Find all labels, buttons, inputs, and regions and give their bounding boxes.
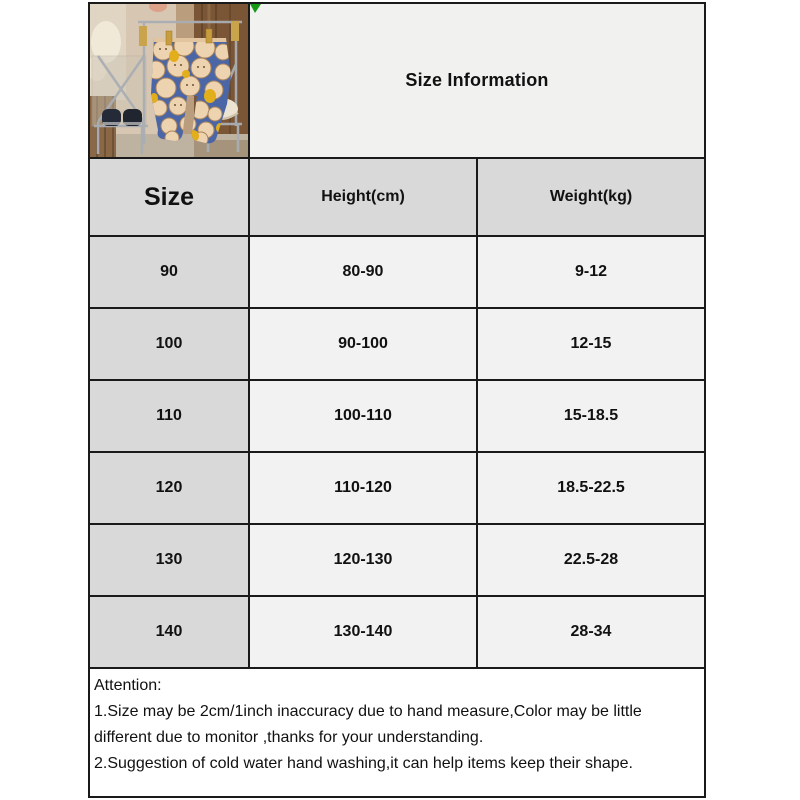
product-photo-illustration	[90, 4, 248, 157]
size-table	[88, 2, 706, 798]
attention-line: different due to monitor ,thanks for your understanding.	[94, 729, 484, 746]
attention-line: 2.Suggestion of cold water hand washing,it can help items keep their shape.	[94, 755, 633, 772]
attention-line: 1.Size may be 2cm/1inch inaccuracy due to hand measure,Color may be little	[94, 703, 642, 720]
page-title: Size Information	[405, 70, 549, 90]
attention-note	[90, 669, 704, 796]
size-cell: 110	[90, 381, 248, 451]
size-cell: 130	[90, 525, 248, 595]
attention-line: Attention:	[94, 677, 162, 694]
weight-cell: 22.5-28	[478, 525, 704, 595]
weight-cell: 12-15	[478, 309, 704, 379]
title-cell	[250, 4, 704, 157]
column-header-weight: Weight(kg)	[478, 159, 704, 235]
product-photo	[90, 4, 248, 157]
height-cell: 110-120	[250, 453, 476, 523]
weight-cell: 18.5-22.5	[478, 453, 704, 523]
size-cell: 100	[90, 309, 248, 379]
size-cell: 90	[90, 237, 248, 307]
height-cell: 80-90	[250, 237, 476, 307]
height-cell: 120-130	[250, 525, 476, 595]
size-cell: 120	[90, 453, 248, 523]
weight-cell: 9-12	[478, 237, 704, 307]
corner-marker-icon	[250, 4, 261, 13]
weight-cell: 15-18.5	[478, 381, 704, 451]
height-cell: 90-100	[250, 309, 476, 379]
weight-cell: 28-34	[478, 597, 704, 667]
column-header-height: Height(cm)	[250, 159, 476, 235]
size-cell: 140	[90, 597, 248, 667]
column-header-size: Size	[90, 159, 248, 235]
height-cell: 100-110	[250, 381, 476, 451]
height-cell: 130-140	[250, 597, 476, 667]
